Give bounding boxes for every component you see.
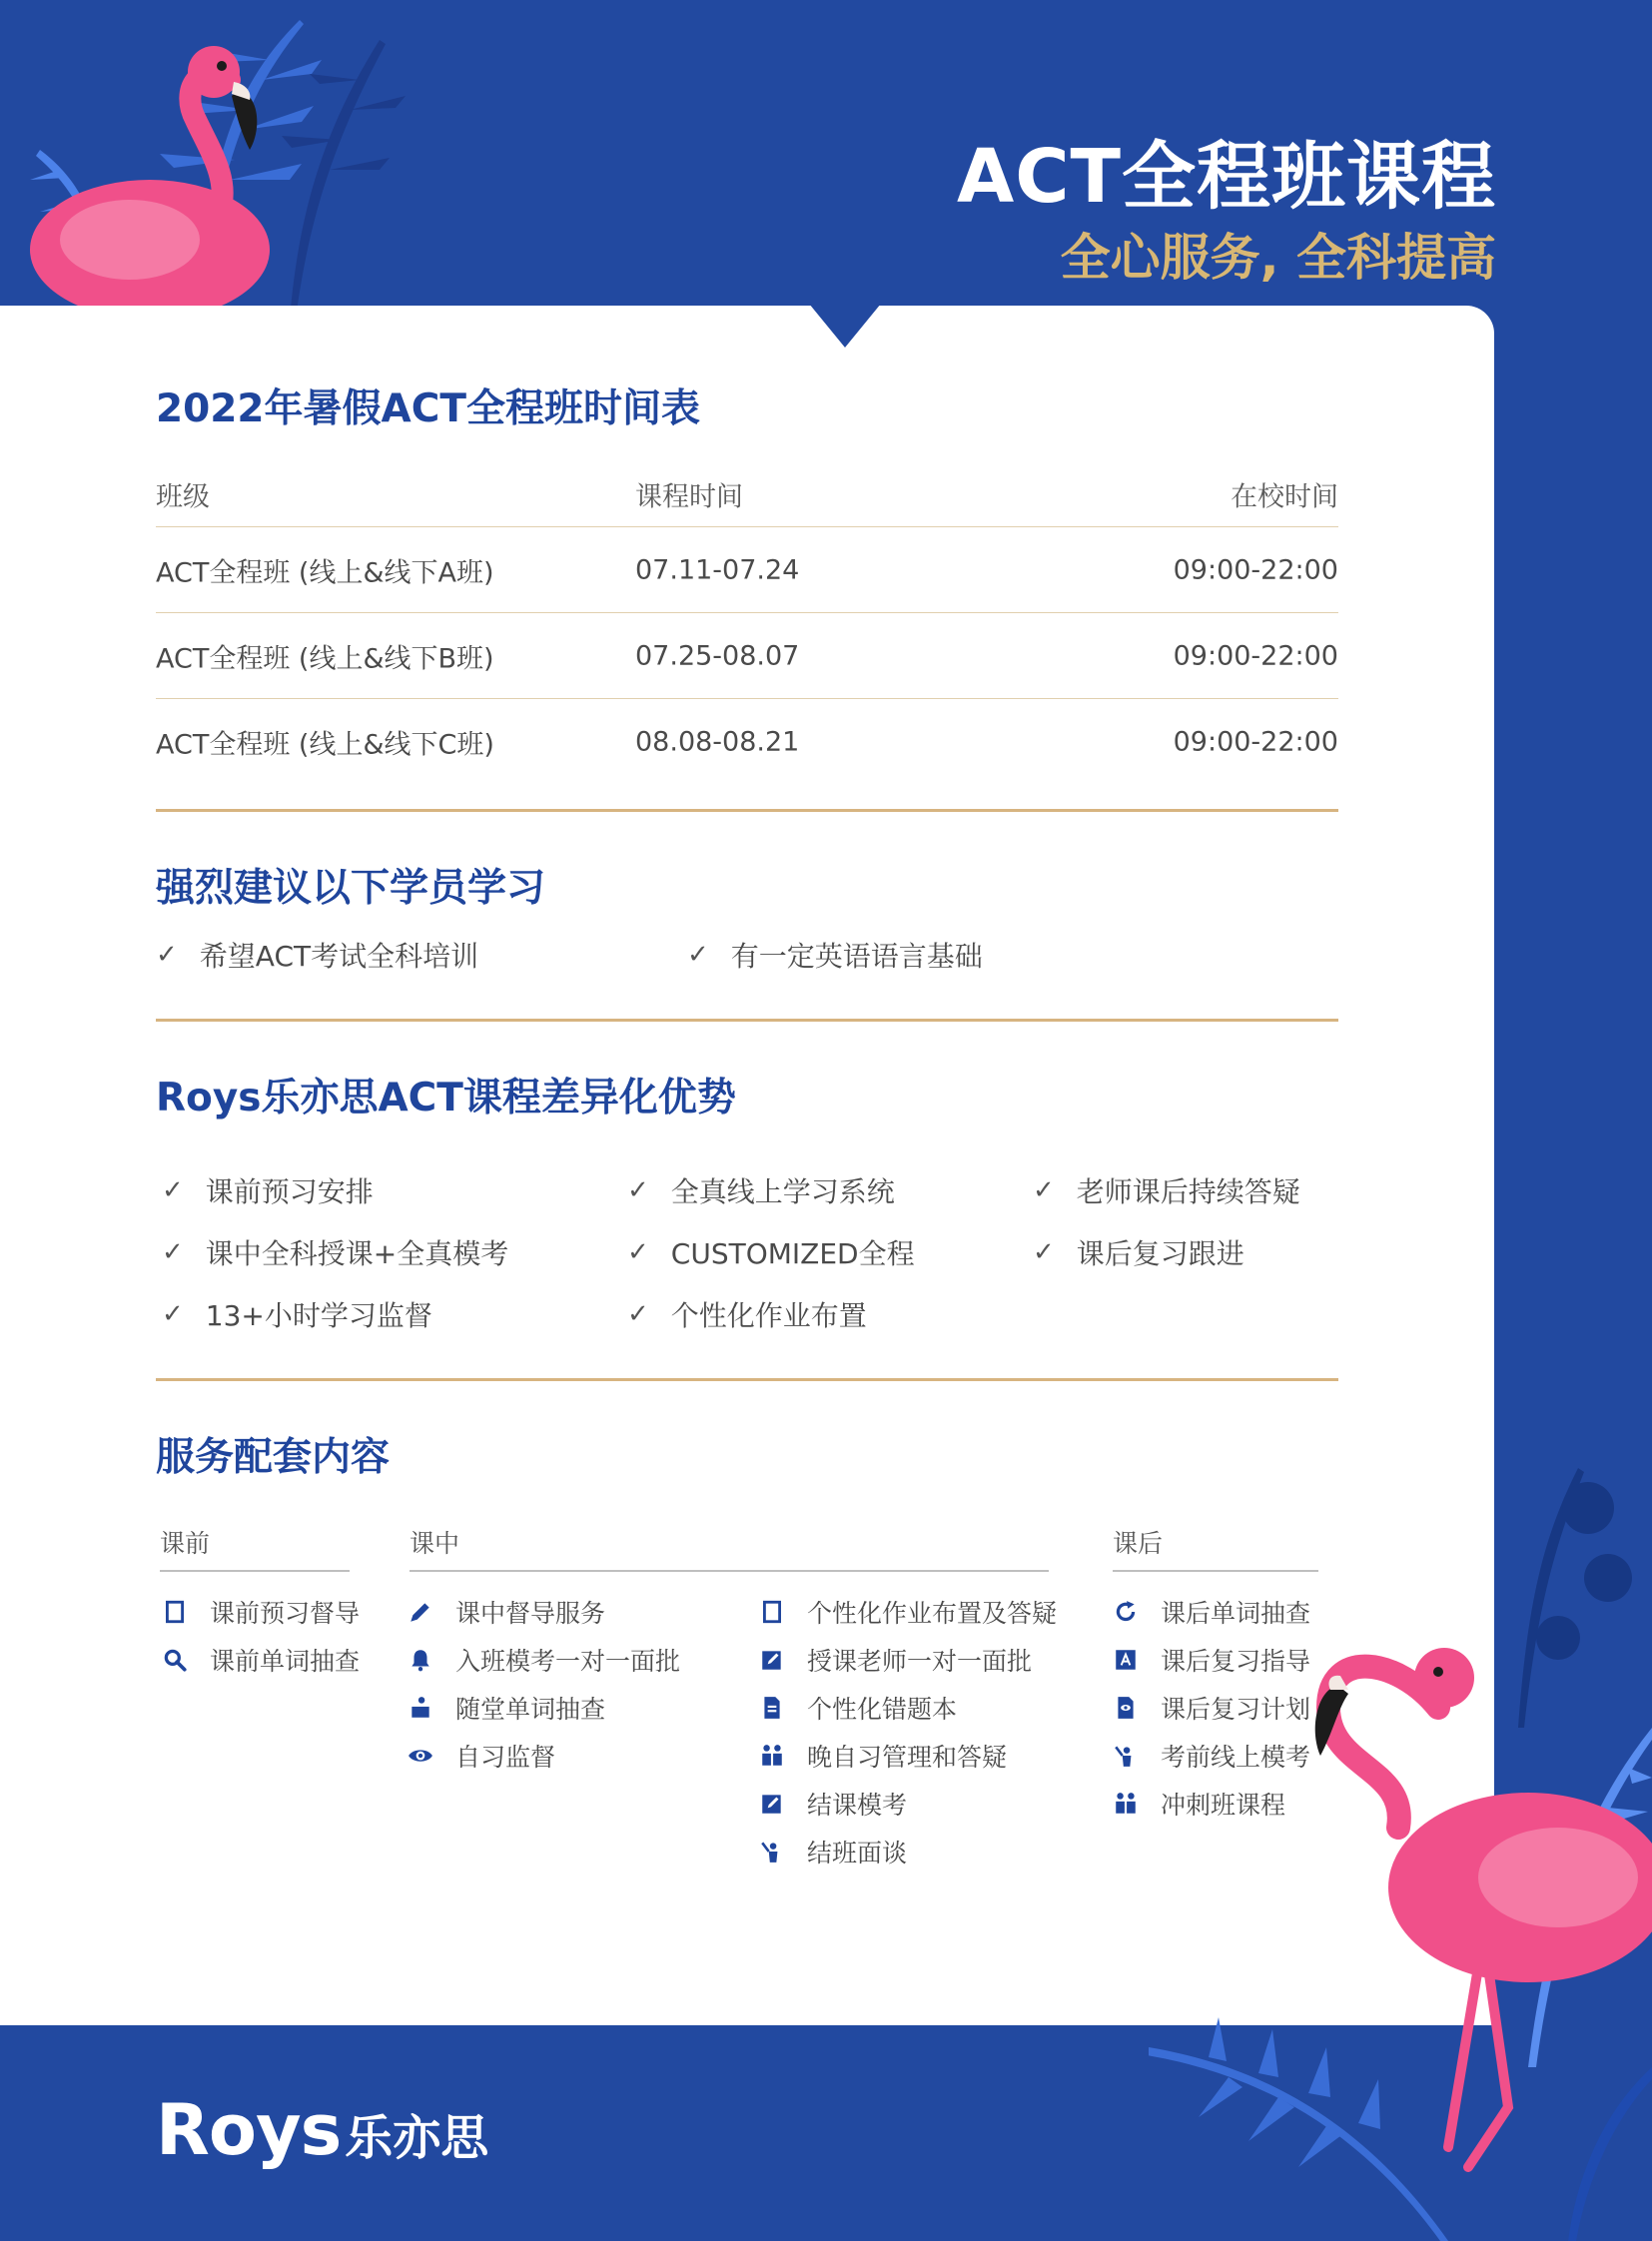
service-item-label: 课后复习计划 <box>1161 1695 1311 1724</box>
check-icon: ✓ <box>1033 1237 1055 1267</box>
advantage-item-label: 13+小时学习监督 <box>205 1299 432 1332</box>
service-item-label: 晚自习管理和答疑 <box>807 1743 1008 1772</box>
service-item <box>408 1738 555 1774</box>
square-outline-icon <box>162 1599 188 1625</box>
advantages-title: Roys乐亦思ACT课程差异化优势 <box>156 1076 736 1120</box>
service-item-label: 课后复习指导 <box>1161 1647 1311 1676</box>
document-icon <box>759 1695 785 1721</box>
column-header-course-time: 课程时间 <box>635 481 743 512</box>
schedule-title: 2022年暑假ACT全程班时间表 <box>156 386 700 431</box>
check-icon: ✓ <box>162 1175 184 1205</box>
course-time-cell: 07.25-08.07 <box>635 640 800 671</box>
section-divider <box>156 1378 1338 1381</box>
advantage-item-label: CUSTOMIZED全程 <box>670 1237 915 1270</box>
letter-a-box-icon <box>1113 1647 1139 1673</box>
page-title: ACT全程班课程 <box>956 134 1496 220</box>
column-label-after: 课后 <box>1113 1529 1164 1558</box>
school-time-cell: 09:00-22:00 <box>1173 640 1338 671</box>
service-item-label: 随堂单词抽查 <box>455 1695 606 1724</box>
advantage-item-label: 课中全科授课+全真模考 <box>205 1237 509 1270</box>
table-row <box>156 527 1338 613</box>
page-subtitle: 全心服务, 全科提高 <box>1060 229 1496 287</box>
service-item <box>759 1594 1057 1630</box>
advantage-item-label: 全真线上学习系统 <box>670 1175 895 1208</box>
users-icon <box>1113 1791 1139 1817</box>
table-header-row <box>156 461 1338 527</box>
column-label-before: 课前 <box>160 1529 211 1558</box>
service-item-label: 个性化作业布置及答疑 <box>807 1599 1058 1628</box>
service-item-label: 授课老师一对一面批 <box>807 1647 1033 1676</box>
service-item-label: 考前线上模考 <box>1161 1743 1311 1772</box>
recommend-item-label: 希望ACT考试全科培训 <box>199 940 479 973</box>
check-icon: ✓ <box>627 1175 649 1205</box>
service-item-label: 结课模考 <box>807 1791 908 1820</box>
eye-icon <box>408 1743 433 1769</box>
column-header-class: 班级 <box>156 481 210 512</box>
card-notch-bottom <box>809 2025 881 2069</box>
advantage-item-label: 课前预习安排 <box>205 1175 374 1208</box>
services-title: 服务配套内容 <box>156 1435 391 1480</box>
flamingo-bottom-right-illustration <box>1149 1468 1652 2241</box>
edit-box-icon <box>759 1791 785 1817</box>
advantage-item <box>627 1170 895 1210</box>
service-item <box>408 1594 605 1630</box>
pencil-icon <box>408 1599 433 1625</box>
refresh-icon <box>1113 1599 1139 1625</box>
advantage-item <box>162 1232 508 1272</box>
service-item <box>759 1738 1007 1774</box>
edit-box-icon <box>759 1647 785 1673</box>
card-notch-top <box>809 304 881 348</box>
column-header-school-time: 在校时间 <box>1231 481 1338 512</box>
user-desk-icon <box>408 1695 433 1721</box>
service-item <box>759 1786 907 1822</box>
logo-en-text: Roys <box>156 2089 342 2171</box>
check-icon: ✓ <box>162 1299 184 1329</box>
service-item <box>408 1690 605 1726</box>
check-icon: ✓ <box>687 940 709 970</box>
advantage-item <box>1033 1170 1300 1210</box>
service-item-label: 课后单词抽查 <box>1161 1599 1311 1628</box>
recommend-item <box>156 935 478 975</box>
service-item <box>759 1642 1032 1678</box>
column-underline <box>410 1570 1049 1572</box>
course-time-cell: 07.11-07.24 <box>635 554 800 585</box>
service-item-label: 冲刺班课程 <box>1161 1791 1286 1820</box>
advantage-item <box>162 1294 432 1334</box>
class-name-cell: ACT全程班 (线上&线下C班) <box>156 729 494 761</box>
recommend-title: 强烈建议以下学员学习 <box>156 866 546 911</box>
school-time-cell: 09:00-22:00 <box>1173 554 1338 585</box>
flamingo-top-left-illustration <box>0 0 439 320</box>
service-item-label: 自习监督 <box>455 1743 556 1772</box>
logo-cn-text: 乐亦思 <box>345 2110 489 2166</box>
class-name-cell: ACT全程班 (线上&线下A班) <box>156 557 494 588</box>
service-item-label: 结班面谈 <box>807 1839 908 1868</box>
square-outline-icon <box>759 1599 785 1625</box>
class-name-cell: ACT全程班 (线上&线下B班) <box>156 643 494 674</box>
advantage-item-label: 个性化作业布置 <box>670 1299 867 1332</box>
table-row <box>156 613 1338 699</box>
service-item <box>759 1834 907 1869</box>
person-cheer-icon <box>1113 1743 1139 1769</box>
person-cheer-icon <box>759 1839 785 1865</box>
bell-icon <box>408 1647 433 1673</box>
service-item <box>162 1594 360 1630</box>
service-item-label: 入班模考一对一面批 <box>455 1647 681 1676</box>
advantage-item-label: 课后复习跟进 <box>1076 1237 1244 1270</box>
school-time-cell: 09:00-22:00 <box>1173 726 1338 758</box>
service-item-label: 课中督导服务 <box>455 1599 606 1628</box>
service-item-label: 个性化错题本 <box>807 1695 958 1724</box>
service-item-label: 课前单词抽查 <box>210 1647 361 1676</box>
check-icon: ✓ <box>1033 1175 1055 1205</box>
service-item-label: 课前预习督导 <box>210 1599 361 1628</box>
schedule-table <box>156 461 1338 785</box>
check-icon: ✓ <box>627 1237 649 1267</box>
search-icon <box>162 1647 188 1673</box>
section-divider <box>156 809 1338 812</box>
advantage-item-label: 老师课后持续答疑 <box>1076 1175 1300 1208</box>
check-icon: ✓ <box>627 1299 649 1329</box>
service-item <box>408 1642 680 1678</box>
check-icon: ✓ <box>156 940 178 970</box>
advantage-item <box>627 1294 867 1334</box>
advantage-item <box>627 1232 915 1272</box>
brand-logo <box>156 2089 488 2171</box>
service-item <box>759 1690 957 1726</box>
advantage-item <box>162 1170 374 1210</box>
recommend-item-label: 有一定英语语言基础 <box>730 940 983 973</box>
advantage-item <box>1033 1232 1244 1272</box>
check-icon: ✓ <box>162 1237 184 1267</box>
recommend-item <box>687 935 983 975</box>
eye-box-icon <box>1113 1695 1139 1721</box>
table-row <box>156 699 1338 785</box>
column-label-during: 课中 <box>410 1529 460 1558</box>
service-item <box>162 1642 360 1678</box>
users-icon <box>759 1743 785 1769</box>
column-underline <box>160 1570 350 1572</box>
section-divider <box>156 1019 1338 1022</box>
course-time-cell: 08.08-08.21 <box>635 726 800 758</box>
